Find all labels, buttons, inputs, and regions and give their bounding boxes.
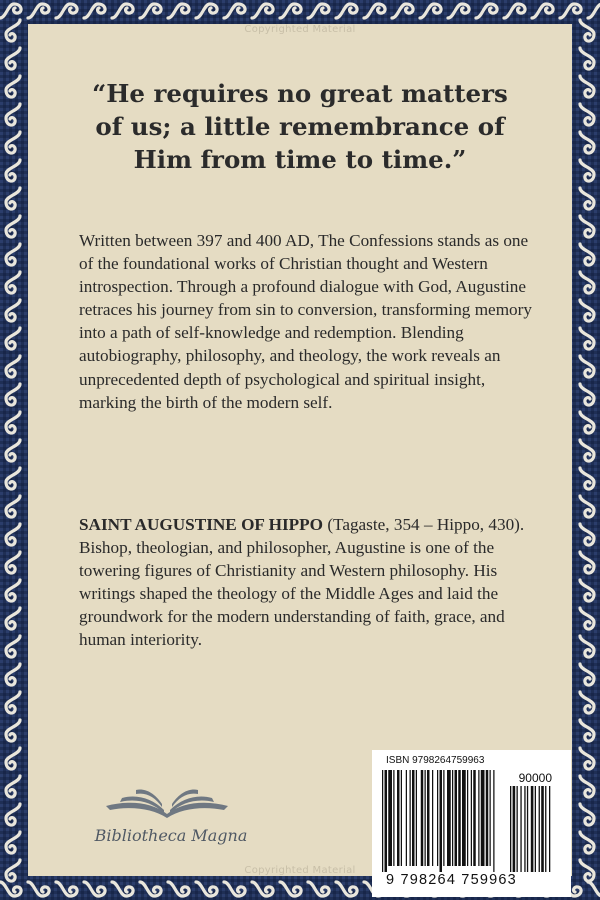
barcode-bar xyxy=(393,770,394,866)
addon-bar xyxy=(520,786,521,872)
barcode-bar xyxy=(462,770,466,866)
author-bio-text: (Tagaste, 354 – Hippo, 430). Bishop, theologian, and philosopher, Augustine is one of the towering figures of Christianity and Western philosophy. His writings shaped the theology of the Middle Ages and laid the groundwork for the modern understanding of faith, grace, and human interiority. xyxy=(79,515,525,650)
addon-bar xyxy=(517,786,518,872)
book-description: Written between 397 and 400 AD, The Confessions stands as one of the foundational works of Christian thought and Western introspection. Through a profound dialogue with God, Augustine retraces his journey from sin to conversion, transforming memory into a path of self-knowledge and redemption. Blending autobiography, philosophy, and theology, the work reveals an unprecedented depth of psychological and spiritual insight, marking the birth of the modern self. xyxy=(79,231,532,412)
publisher-name: Bibliotheca Magna xyxy=(94,826,248,845)
addon-bar xyxy=(539,786,540,872)
barcode-bar xyxy=(406,770,407,866)
barcode-bar xyxy=(486,770,489,866)
isbn-barcode xyxy=(372,750,571,897)
addon-bar xyxy=(549,786,550,872)
barcode-bar xyxy=(416,770,417,866)
addon-bar xyxy=(535,786,536,872)
barcode-bar xyxy=(467,770,468,866)
isbn-label: ISBN 9798264759963 xyxy=(386,755,485,766)
barcode-bar xyxy=(471,770,472,866)
barcode-bar xyxy=(421,770,424,866)
publisher-block xyxy=(86,780,256,850)
isbn-digits: 9 798264 759963 xyxy=(386,872,517,888)
back-cover-panel xyxy=(28,24,572,888)
barcode-bar xyxy=(382,770,383,872)
barcode-bar xyxy=(385,770,388,872)
barcode-bar xyxy=(455,770,458,866)
barcode-bar xyxy=(410,770,411,866)
barcode-bar xyxy=(432,770,433,866)
barcode-bar xyxy=(493,770,494,872)
addon-bar xyxy=(527,786,528,872)
barcode-bar xyxy=(397,770,400,866)
addon-bar xyxy=(524,786,525,872)
barcode-bar xyxy=(481,770,485,866)
addon-bar xyxy=(541,786,544,872)
addon-bar xyxy=(513,786,516,872)
author-name: SAINT AUGUSTINE OF HIPPO xyxy=(79,515,324,534)
barcode-bars xyxy=(382,770,564,874)
barcode-bar xyxy=(388,770,392,866)
barcode-bar xyxy=(490,770,491,866)
pull-quote: “He requires no great matters of us; a little remembrance of Him from time to time.” xyxy=(92,79,508,174)
addon-bar xyxy=(545,786,546,872)
price-code: 90000 xyxy=(518,771,552,785)
watermark-bottom: Copyrighted Material xyxy=(244,865,356,876)
barcode-bar xyxy=(440,770,443,872)
open-book-icon xyxy=(100,784,234,822)
barcode-bar xyxy=(427,770,430,866)
barcode-bar xyxy=(473,770,476,866)
barcode-bar xyxy=(437,770,438,866)
barcode-bar xyxy=(425,770,426,866)
addon-bar xyxy=(510,786,511,872)
author-bio xyxy=(79,513,539,652)
barcode-bar xyxy=(447,770,451,866)
barcode-bar xyxy=(478,770,479,866)
barcode-bar xyxy=(443,770,444,866)
barcode-bar xyxy=(412,770,415,866)
barcode-bar xyxy=(452,770,453,866)
barcode-bar xyxy=(401,770,402,866)
barcode-bar xyxy=(458,770,461,866)
addon-bar xyxy=(531,786,534,872)
watermark-top: Copyrighted Material xyxy=(244,24,356,35)
